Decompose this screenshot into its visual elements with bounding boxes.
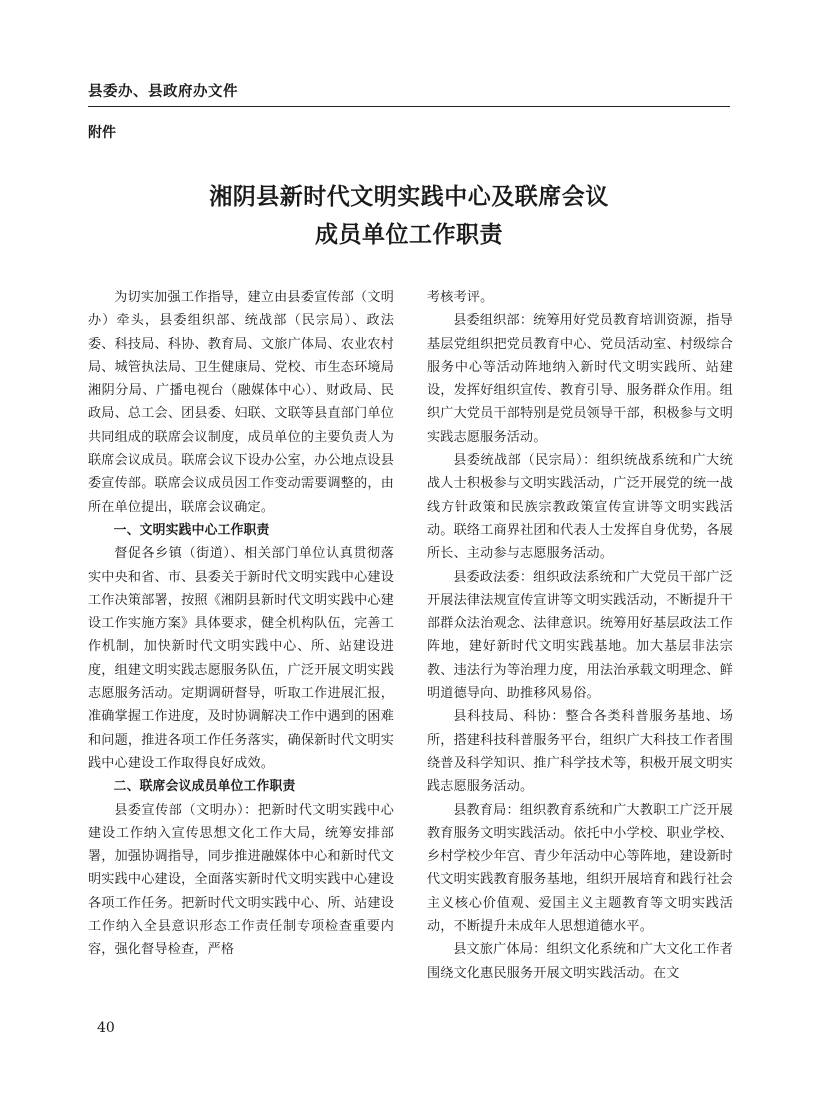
sci-tech-paragraph: 县科技局、科协：整合各类科普服务基地、场所，搭建科技科普服务平台，组织广大科技工作者围绕普及科学知识、推广科学技术等，积极开展文明实践志愿服务活动。 <box>427 709 733 795</box>
document-title <box>88 178 730 254</box>
section-1-paragraph: 督促各乡镇（街道）、相关部门单位认真贯彻落实中央和省、市、县委关于新时代文明实践中心建设工作决策部署，按照《湘阴县新时代文明实践中心建设工作实施方案》具体要求，健全机构队伍，完善工作机制，加快新时代文明实践中心、所、站建设进度，组建文明实践志愿服务队伍，广泛开展文明实践志愿服务活动。定期调研督导，听取工作进展汇报，准确掌握工作进度，及时协调解决工作中遇到的困难和问题，推进各项工作任务落实，确保新时代文明实践中心建设工作取得良好成效。 <box>88 546 394 771</box>
left-column <box>88 286 394 962</box>
continuation-text: 考核考评。 <box>427 290 494 305</box>
culture-tourism-paragraph: 县文旅广体局：组织文化系统和广大文化工作者围绕文化惠民服务开展文明实践活动。在文 <box>427 942 733 981</box>
organization-dept-paragraph: 县委组织部：统筹用好党员教育培训资源，指导基层党组织把党员教育中心、党员活动室、村级综合服务中心等活动阵地纳入新时代文明实践所、站建设，发挥好组织宣传、教育引导、服务群众作用。组织广大党员干部特别是党员领导干部，积极参与文明实践志愿服务活动。 <box>427 313 733 445</box>
politics-law-paragraph: 县委政法委：组织政法系统和广大党员干部广泛开展法律法规宣传宣讲等文明实践活动，不断提升干部群众法治观念、法律意识。统筹用好基层政法工作阵地，建好新时代文明实践基地。加大基层非法宗教、违法行为等治理力度，用法治承载文明理念、鲜明道德导向、助推移风易俗。 <box>427 569 733 702</box>
propaganda-dept-paragraph: 县委宣传部（文明办）：把新时代文明实践中心建设工作纳入宣传思想文化工作大局，统筹安排部署，加强协调指导，同步推进融媒体中心和新时代文明实践中心建设，全面落实新时代文明实践中心建设各项工作任务。把新时代文明实践中心、所、站建设工作纳入全县意识形态工作责任制专项检查重要内容，强化督导检查，严格 <box>88 802 394 958</box>
united-front-paragraph: 县委统战部（民宗局）：组织统战系统和广大统战人士积极参与文明实践活动，广泛开展党的统一战线方针政策和民族宗教政策宣传宣讲等文明实践活动。联络工商界社团和代表人士发挥自身优势，各展所长、主动参与志愿服务活动。 <box>427 453 733 562</box>
attachment-label: 附件 <box>88 125 116 141</box>
page-number: 40 <box>97 1020 115 1036</box>
intro-paragraph: 为切实加强工作指导，建立由县委宣传部（文明办）牵头，县委组织部、统战部（民宗局）、政法委、科技局、科协、教育局、文旅广体局、农业农村局、城管执法局、卫生健康局、党校、市生态环境局湘阴分局、广播电视台（融媒体中心）、财政局、民政局、总工会、团县委、妇联、文联等县直部门单位共同组成的联席会议制度，成员单位的主要负责人为联席会议成员。联席会议下设办公室，办公地点设县委宣传部。联席会议成员因工作变动需要调整的，由所在单位提出，联席会议确定。 <box>88 290 394 515</box>
section-heading-1: 一、文明实践中心工作职责 <box>113 522 270 538</box>
section-heading-2: 二、联席会议成员单位工作职责 <box>113 779 296 795</box>
education-paragraph: 县教育局：组织教育系统和广大教职工广泛开展教育服务文明实践活动。依托中小学校、职业学校、乡村学校少年宫、青少年活动中心等阵地，建设新时代文明实践教育服务基地，组织开展培育和践行社会主义核心价值观、爱国主义主题教育等文明实践活动，不断提升未成年人思想道德水平。 <box>427 802 733 935</box>
running-header <box>88 78 730 107</box>
header-title: 县委办、县政府办文件 <box>88 84 238 100</box>
title-line-1: 湘阴县新时代文明实践中心及联席会议 <box>209 183 609 210</box>
right-column <box>427 286 733 985</box>
title-line-2: 成员单位工作职责 <box>315 221 503 248</box>
